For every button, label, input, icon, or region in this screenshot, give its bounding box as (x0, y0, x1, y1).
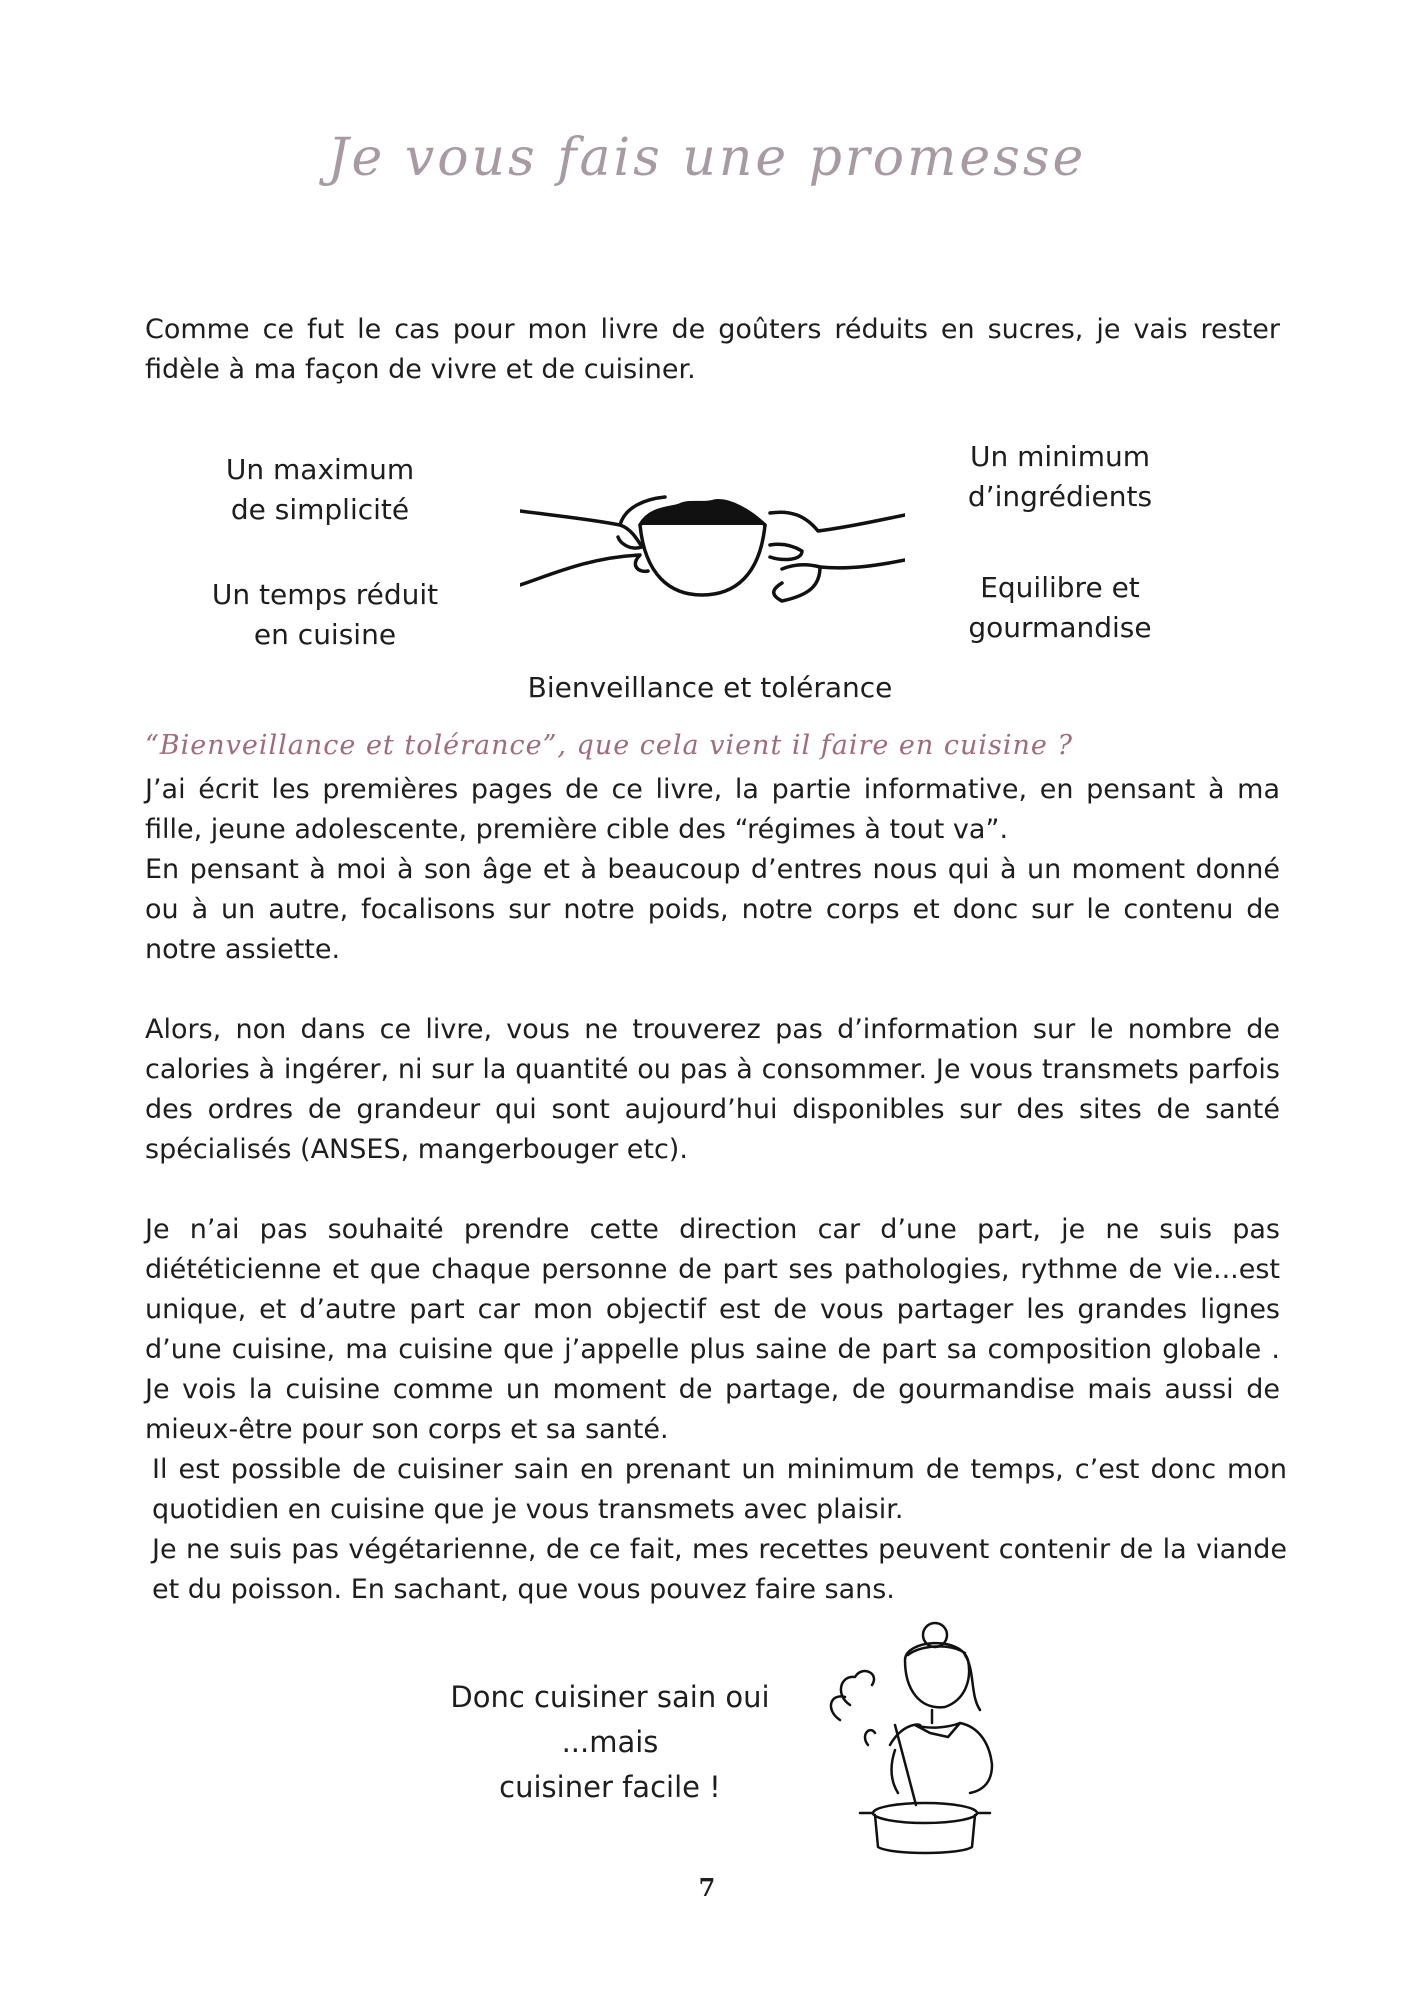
value-time: Un temps réduit en cuisine (211, 578, 439, 651)
paragraph-2: Alors, non dans ce livre, vous ne trouverez pas d’information sur le nombre de calories à ingérer, ni sur la quantité ou pas à consommer. Je vous transmets parfois des ordres de grandeur qui sont aujourd’hui disponibles sur des sites de santé spécialisés (ANSES, mangerbouger etc). (145, 1014, 1280, 1165)
paragraph-4-line-1: Il est possible de cuisiner sain en prenant un minimum de temps, c’est donc mon quotidien en cuisine que je vous transmets avec plaisir. (152, 1454, 1287, 1525)
paragraph-4 (152, 1450, 1287, 1610)
page-number: 7 (698, 1873, 716, 1902)
value-balance: Equilibre et gourmandise (968, 571, 1152, 644)
value-kindness: Bienveillance et tolérance (527, 671, 893, 704)
page-title: Je vous fais une promesse (327, 128, 1087, 188)
section-subtitle: “Bienveillance et tolérance”, que cela vient il faire en cuisine ? (145, 730, 1073, 761)
paragraph-1-line-1: J’ai écrit les premières pages de ce livre, la partie informative, en pensant à ma fille, jeune adolescente, première cible des “régimes à tout va”. (145, 774, 1280, 845)
intro-paragraph: Comme ce fut le cas pour mon livre de goûters réduits en sucres, je vais rester fidèle à ma façon de vivre et de cuisiner. (145, 314, 1280, 385)
value-simplicity: Un maximum de simplicité (225, 453, 415, 526)
closing-text: Donc cuisiner sain oui ...mais cuisiner facile ! (450, 1680, 770, 1804)
paragraph-4-line-2: Je ne suis pas végétarienne, de ce fait, mes recettes peuvent contenir de la viande et du poisson. En sachant, que vous pouvez faire sans. (152, 1534, 1287, 1605)
paragraph-3: Je n’ai pas souhaité prendre cette direction car d’une part, je ne suis pas diététicienne et que chaque personne de part ses pathologies, rythme de vie...est unique, et d’autre part car mon objectif est de vous partager les grandes lignes d’une cuisine, ma cuisine que j’appelle plus saine de part sa composition globale . Je vois la cuisine comme un moment de partage, de gourmandise mais aussi de mieux-être pour son corps et sa santé. (145, 1214, 1280, 1445)
value-ingredients: Un minimum d’ingrédients (967, 440, 1153, 513)
paragraph-1 (145, 770, 1280, 970)
paragraph-1-line-2: En pensant à moi à son âge et à beaucoup d’entres nous qui à un moment donné ou à un autre, focalisons sur notre poids, notre corps et donc sur le contenu de notre assiette. (145, 854, 1280, 965)
hands-holding-bowl-icon (520, 485, 905, 605)
cook-with-pot-icon (820, 1615, 1010, 1860)
